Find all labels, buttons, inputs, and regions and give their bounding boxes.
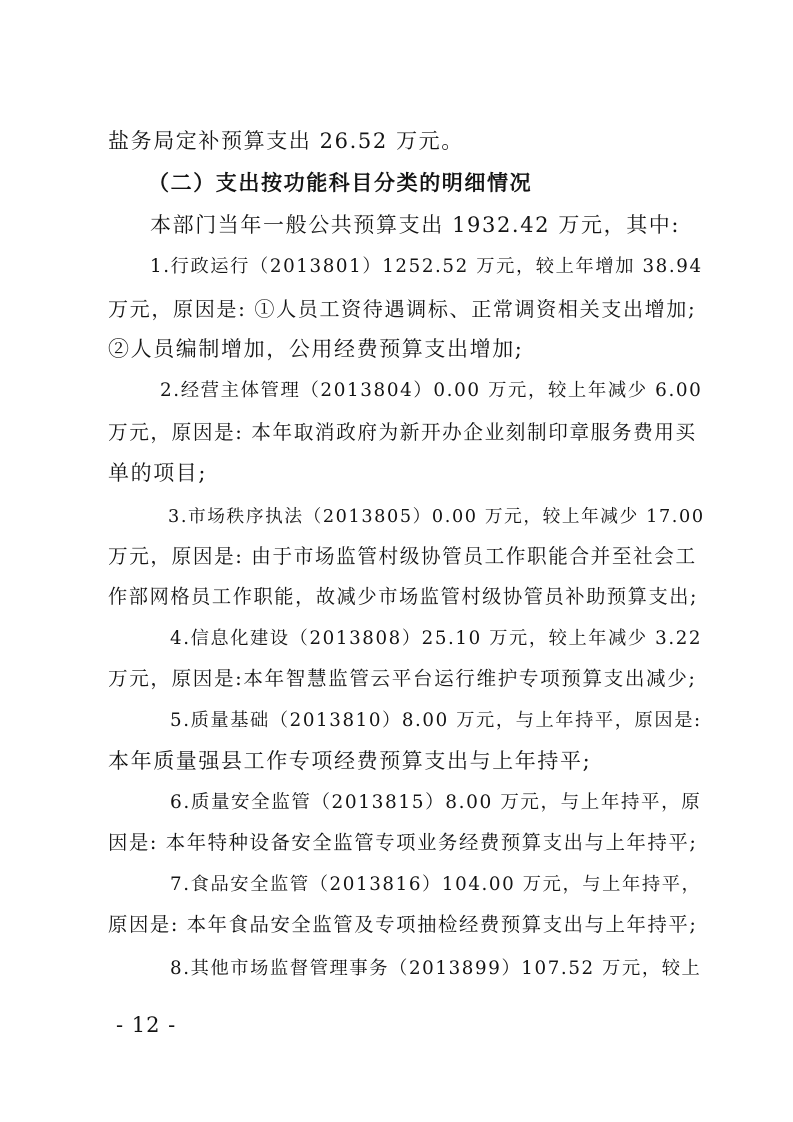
text-line-7: 2.经营主体管理（2013804）0.00 万元，较上年减少 6.00 bbox=[160, 380, 703, 401]
page-number: - 12 - bbox=[116, 1013, 177, 1037]
text-line-12: 作部网格员工作职能，故减少市场监管村级协管员补助预算支出; bbox=[108, 585, 699, 608]
text-line-5: 万元，原因是: ①人员工资待遇调标、正常调资相关支出增加; bbox=[108, 297, 697, 321]
text-line-20: 原因是: 本年食品安全监管及专项抽检经费预算支出与上年持平; bbox=[108, 913, 698, 936]
text-line-19: 7.食品安全监管（2013816）104.00 万元，与上年持平， bbox=[170, 874, 702, 895]
text-line-17: 6.质量安全监管（2013815）8.00 万元，与上年持平，原 bbox=[170, 792, 702, 813]
text-line-9: 单的项目; bbox=[108, 461, 208, 485]
text-line-4: 1.行政运行（2013801）1252.52 万元，较上年增加 38.94 bbox=[150, 256, 703, 277]
text-line-11: 万元，原因是: 由于市场监管村级协管员工作职能合并至社会工 bbox=[108, 545, 697, 568]
text-line-6: ②人员编制增加，公用经费预算支出增加; bbox=[108, 337, 524, 361]
text-line-3: 本部门当年一般公共预算支出 1932.42 万元，其中: bbox=[150, 213, 681, 237]
text-line-16: 本年质量强县工作专项经费预算支出与上年持平; bbox=[108, 749, 592, 773]
text-line-15: 5.质量基础（2013810）8.00 万元，与上年持平，原因是: bbox=[170, 710, 702, 731]
text-line-18: 因是: 本年特种设备安全监管专项业务经费预算支出与上年持平; bbox=[108, 831, 698, 854]
text-line-14: 万元，原因是:本年智慧监管云平台运行维护专项预算支出减少; bbox=[108, 667, 697, 690]
text-line-8: 万元，原因是: 本年取消政府为新开办企业刻制印章服务费用买 bbox=[108, 421, 697, 444]
text-line-13: 4.信息化建设（2013808）25.10 万元，较上年减少 3.22 bbox=[170, 628, 703, 649]
text-line-1: 盐务局定补预算支出 26.52 万元。 bbox=[108, 129, 464, 153]
text-line-10: 3.市场秩序执法（2013805）0.00 万元，较上年减少 17.00 bbox=[168, 507, 705, 527]
text-line-21: 8.其他市场监督管理事务（2013899）107.52 万元，较上 bbox=[170, 958, 702, 979]
section-heading: （二）支出按功能科目分类的明细情况 bbox=[148, 170, 533, 195]
